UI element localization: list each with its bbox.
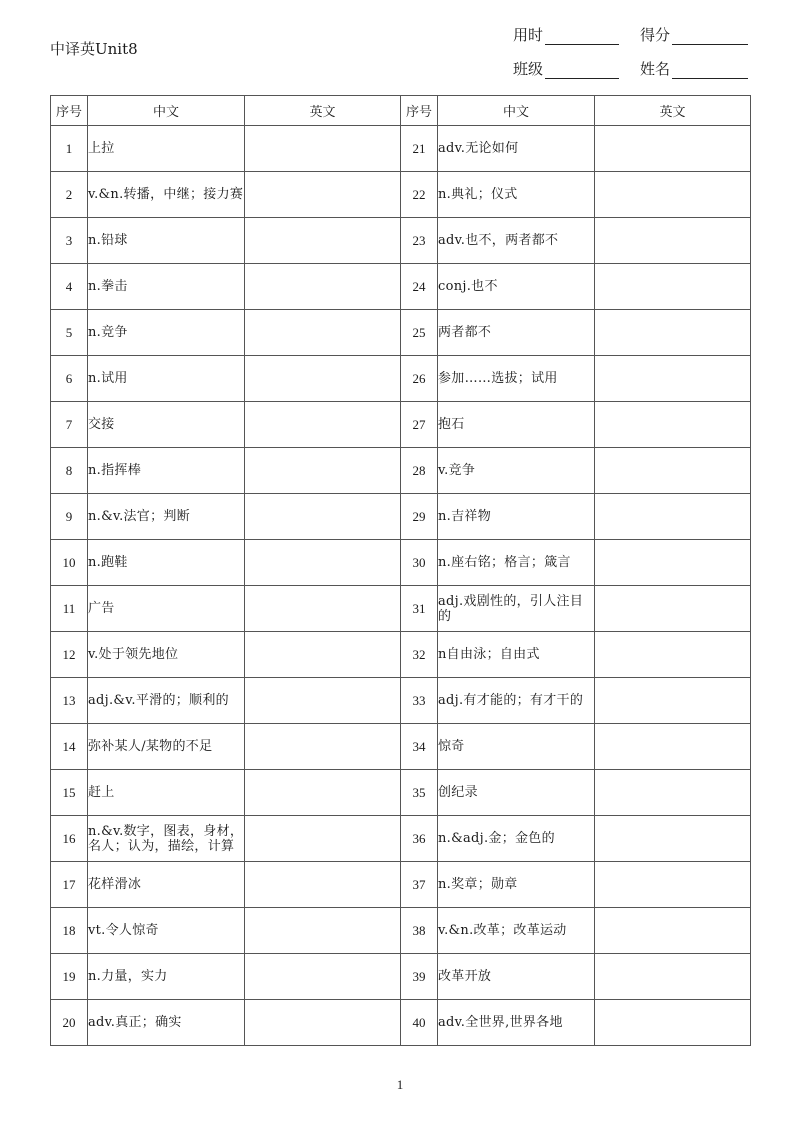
item-number: 13 xyxy=(51,678,88,724)
chinese-term: n.&v.法官；判断 xyxy=(88,494,245,540)
item-number: 25 xyxy=(401,310,438,356)
table-row xyxy=(51,1000,751,1046)
table-row xyxy=(51,218,751,264)
chinese-term: n.奖章；勋章 xyxy=(438,862,595,908)
item-number: 35 xyxy=(401,770,438,816)
english-answer-cell[interactable] xyxy=(245,310,401,356)
table-row xyxy=(51,126,751,172)
english-answer-cell[interactable] xyxy=(245,1000,401,1046)
english-answer-cell[interactable] xyxy=(595,1000,751,1046)
english-answer-cell[interactable] xyxy=(595,264,751,310)
chinese-term: conj.也不 xyxy=(438,264,595,310)
item-number: 39 xyxy=(401,954,438,1000)
name-blank[interactable] xyxy=(672,63,748,79)
item-number: 10 xyxy=(51,540,88,586)
chinese-term: 创纪录 xyxy=(438,770,595,816)
chinese-term: n.试用 xyxy=(88,356,245,402)
table-row xyxy=(51,448,751,494)
english-answer-cell[interactable] xyxy=(245,126,401,172)
english-answer-cell[interactable] xyxy=(245,540,401,586)
item-number: 11 xyxy=(51,586,88,632)
item-number: 24 xyxy=(401,264,438,310)
english-answer-cell[interactable] xyxy=(595,172,751,218)
table-header-row xyxy=(51,96,751,126)
item-number: 15 xyxy=(51,770,88,816)
english-answer-cell[interactable] xyxy=(245,724,401,770)
chinese-term: n.铅球 xyxy=(88,218,245,264)
item-number: 4 xyxy=(51,264,88,310)
english-answer-cell[interactable] xyxy=(245,862,401,908)
table-row xyxy=(51,954,751,1000)
chinese-term: 惊奇 xyxy=(438,724,595,770)
time-field xyxy=(513,24,619,45)
item-number: 40 xyxy=(401,1000,438,1046)
english-answer-cell[interactable] xyxy=(595,954,751,1000)
name-field xyxy=(640,58,748,79)
item-number: 34 xyxy=(401,724,438,770)
chinese-term: adj.&v.平滑的；顺利的 xyxy=(88,678,245,724)
english-answer-cell[interactable] xyxy=(595,218,751,264)
english-answer-cell[interactable] xyxy=(595,126,751,172)
english-answer-cell[interactable] xyxy=(245,402,401,448)
chinese-term: v.&n.转播，中继；接力赛 xyxy=(88,172,245,218)
chinese-term: n.跑鞋 xyxy=(88,540,245,586)
item-number: 21 xyxy=(401,126,438,172)
table-row xyxy=(51,310,751,356)
english-answer-cell[interactable] xyxy=(245,218,401,264)
table-row xyxy=(51,540,751,586)
chinese-term: n.吉祥物 xyxy=(438,494,595,540)
chinese-term: 两者都不 xyxy=(438,310,595,356)
english-answer-cell[interactable] xyxy=(245,356,401,402)
time-label: 用时 xyxy=(513,26,544,44)
english-answer-cell[interactable] xyxy=(595,632,751,678)
chinese-term: 赶上 xyxy=(88,770,245,816)
table-row xyxy=(51,770,751,816)
item-number: 30 xyxy=(401,540,438,586)
chinese-term: 参加……选拔；试用 xyxy=(438,356,595,402)
vocabulary-table xyxy=(50,95,751,1046)
table-row xyxy=(51,678,751,724)
item-number: 9 xyxy=(51,494,88,540)
english-answer-cell[interactable] xyxy=(245,632,401,678)
chinese-term: n.拳击 xyxy=(88,264,245,310)
english-answer-cell[interactable] xyxy=(595,402,751,448)
item-number: 23 xyxy=(401,218,438,264)
english-answer-cell[interactable] xyxy=(245,908,401,954)
table-row xyxy=(51,356,751,402)
chinese-term: vt.令人惊奇 xyxy=(88,908,245,954)
chinese-term: 改革开放 xyxy=(438,954,595,1000)
worksheet-title: 中译英Unit8 xyxy=(50,40,138,58)
english-answer-cell[interactable] xyxy=(595,678,751,724)
item-number: 22 xyxy=(401,172,438,218)
item-number: 8 xyxy=(51,448,88,494)
item-number: 36 xyxy=(401,816,438,862)
page-number: 1 xyxy=(396,1077,404,1092)
item-number: 33 xyxy=(401,678,438,724)
english-answer-cell[interactable] xyxy=(595,448,751,494)
chinese-term: adv.全世界,世界各地 xyxy=(438,1000,595,1046)
chinese-term: 花样滑冰 xyxy=(88,862,245,908)
item-number: 2 xyxy=(51,172,88,218)
english-answer-cell[interactable] xyxy=(245,172,401,218)
english-answer-cell[interactable] xyxy=(595,816,751,862)
class-label: 班级 xyxy=(513,60,544,78)
english-answer-cell[interactable] xyxy=(595,310,751,356)
english-answer-cell[interactable] xyxy=(595,494,751,540)
table-body xyxy=(51,126,751,1046)
chinese-term: 抱石 xyxy=(438,402,595,448)
chinese-term: v.&n.改革；改革运动 xyxy=(438,908,595,954)
item-number: 29 xyxy=(401,494,438,540)
chinese-term: 广告 xyxy=(88,586,245,632)
name-label: 姓名 xyxy=(640,60,671,78)
header-chinese: 中文 xyxy=(88,96,245,126)
chinese-term: n.&adj.金；金色的 xyxy=(438,816,595,862)
item-number: 17 xyxy=(51,862,88,908)
table-row xyxy=(51,724,751,770)
item-number: 20 xyxy=(51,1000,88,1046)
header-number: 序号 xyxy=(401,96,438,126)
english-answer-cell[interactable] xyxy=(245,448,401,494)
chinese-term: v.处于领先地位 xyxy=(88,632,245,678)
class-blank[interactable] xyxy=(545,63,619,79)
chinese-term: n.典礼；仪式 xyxy=(438,172,595,218)
english-answer-cell[interactable] xyxy=(245,816,401,862)
chinese-term: 交接 xyxy=(88,402,245,448)
chinese-term: n自由泳；自由式 xyxy=(438,632,595,678)
item-number: 18 xyxy=(51,908,88,954)
chinese-term: n.竞争 xyxy=(88,310,245,356)
table-row xyxy=(51,862,751,908)
chinese-term: 弥补某人/某物的不足 xyxy=(88,724,245,770)
item-number: 32 xyxy=(401,632,438,678)
chinese-term: v.竞争 xyxy=(438,448,595,494)
english-answer-cell[interactable] xyxy=(245,494,401,540)
class-field xyxy=(513,58,619,79)
score-label: 得分 xyxy=(640,26,671,44)
item-number: 14 xyxy=(51,724,88,770)
table-row xyxy=(51,264,751,310)
english-answer-cell[interactable] xyxy=(245,586,401,632)
english-answer-cell[interactable] xyxy=(245,770,401,816)
english-answer-cell[interactable] xyxy=(595,908,751,954)
score-blank[interactable] xyxy=(672,29,748,45)
english-answer-cell[interactable] xyxy=(595,862,751,908)
chinese-term: adv.真正；确实 xyxy=(88,1000,245,1046)
english-answer-cell[interactable] xyxy=(595,770,751,816)
header-chinese: 中文 xyxy=(438,96,595,126)
header-english: 英文 xyxy=(245,96,401,126)
item-number: 19 xyxy=(51,954,88,1000)
chinese-term: adv.无论如何 xyxy=(438,126,595,172)
table-row xyxy=(51,172,751,218)
chinese-term: n.力量，实力 xyxy=(88,954,245,1000)
chinese-term: adj.戏剧性的，引人注目的 xyxy=(438,586,595,632)
table-row xyxy=(51,586,751,632)
header-english: 英文 xyxy=(595,96,751,126)
item-number: 5 xyxy=(51,310,88,356)
item-number: 6 xyxy=(51,356,88,402)
item-number: 37 xyxy=(401,862,438,908)
english-answer-cell[interactable] xyxy=(245,678,401,724)
score-field xyxy=(640,24,748,45)
chinese-term: adv.也不，两者都不 xyxy=(438,218,595,264)
chinese-term: n.指挥棒 xyxy=(88,448,245,494)
english-answer-cell[interactable] xyxy=(245,264,401,310)
table-row xyxy=(51,908,751,954)
item-number: 12 xyxy=(51,632,88,678)
header-number: 序号 xyxy=(51,96,88,126)
english-answer-cell[interactable] xyxy=(595,540,751,586)
item-number: 38 xyxy=(401,908,438,954)
item-number: 31 xyxy=(401,586,438,632)
chinese-term: 上拉 xyxy=(88,126,245,172)
chinese-term: n.&v.数字，图表，身材，名人；认为，描绘，计算 xyxy=(88,816,245,862)
item-number: 3 xyxy=(51,218,88,264)
english-answer-cell[interactable] xyxy=(595,724,751,770)
time-blank[interactable] xyxy=(545,29,619,45)
item-number: 27 xyxy=(401,402,438,448)
table-row xyxy=(51,494,751,540)
english-answer-cell[interactable] xyxy=(595,356,751,402)
item-number: 1 xyxy=(51,126,88,172)
table-row xyxy=(51,402,751,448)
english-answer-cell[interactable] xyxy=(245,954,401,1000)
table-row xyxy=(51,632,751,678)
item-number: 16 xyxy=(51,816,88,862)
item-number: 7 xyxy=(51,402,88,448)
table-row xyxy=(51,816,751,862)
item-number: 28 xyxy=(401,448,438,494)
chinese-term: adj.有才能的；有才干的 xyxy=(438,678,595,724)
english-answer-cell[interactable] xyxy=(595,586,751,632)
item-number: 26 xyxy=(401,356,438,402)
chinese-term: n.座右铭；格言；箴言 xyxy=(438,540,595,586)
